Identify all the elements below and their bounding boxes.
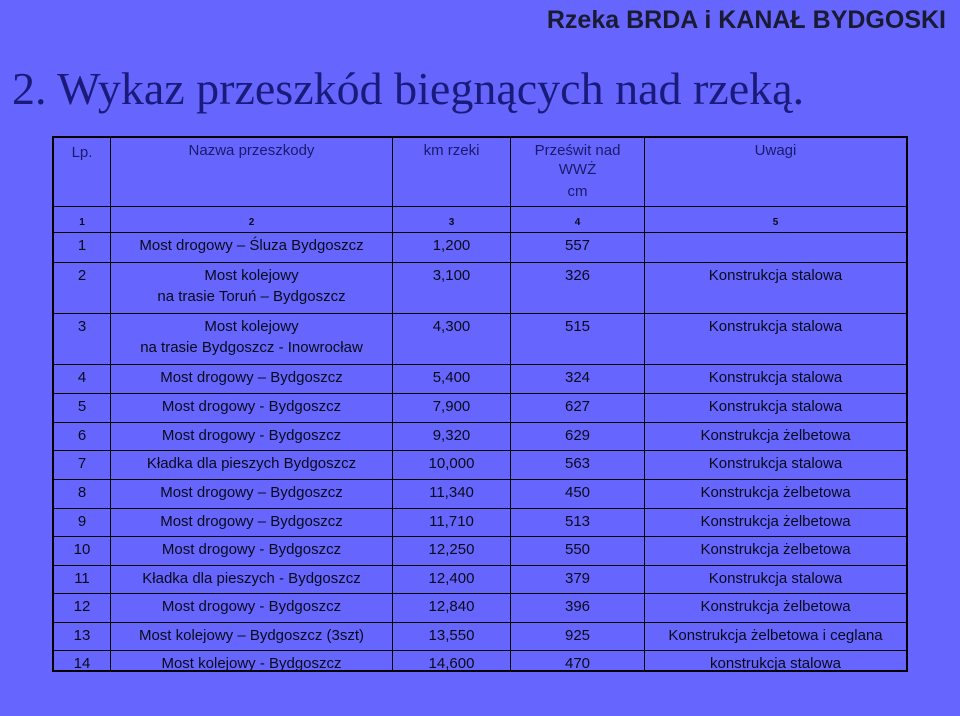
header-right-title: Rzeka BRDA i KANAŁ BYDGOSKI xyxy=(546,6,946,34)
row-lp: 14 xyxy=(73,655,91,672)
row-km: 11,710 xyxy=(392,509,510,536)
row-km: 5,400 xyxy=(392,365,510,393)
row-remarks: konstrukcja stalowa xyxy=(644,651,906,670)
row-remarks: Konstrukcja stalowa xyxy=(644,394,906,422)
row-remarks: Konstrukcja żelbetowa xyxy=(644,423,906,450)
col-number-4: 4 xyxy=(510,207,644,232)
row-remarks: Konstrukcja żelbetowa xyxy=(644,594,906,622)
row-clearance: 515 xyxy=(510,314,644,364)
row-name xyxy=(110,594,392,622)
row-name xyxy=(110,451,392,479)
row-km: 4,300 xyxy=(392,314,510,364)
row-name xyxy=(110,233,392,262)
row-remarks: Konstrukcja żelbetowa xyxy=(644,537,906,565)
row-name-line1: Most kolejowy xyxy=(204,267,299,284)
row-name xyxy=(110,480,392,508)
row-clearance: 550 xyxy=(510,537,644,565)
row-remarks: Konstrukcja stalowa xyxy=(644,566,906,593)
header-km: km rzeki xyxy=(392,138,510,206)
header-name: Nazwa przeszkody xyxy=(110,138,392,206)
header-lp: Lp. xyxy=(71,144,93,161)
row-km: 12,840 xyxy=(392,594,510,622)
row-clearance: 379 xyxy=(510,566,644,593)
row-lp: 1 xyxy=(77,237,87,254)
col-number-5: 5 xyxy=(644,207,906,232)
row-name xyxy=(110,394,392,422)
header-clearance xyxy=(510,138,644,206)
row-name xyxy=(110,651,392,670)
table-row xyxy=(54,650,906,670)
row-lp: 6 xyxy=(77,427,87,444)
row-remarks: Konstrukcja żelbetowa xyxy=(644,480,906,508)
table-row xyxy=(54,364,906,393)
row-clearance: 629 xyxy=(510,423,644,450)
table-row xyxy=(54,622,906,650)
row-lp: 4 xyxy=(77,369,87,386)
row-name-line1: Most kolejowy xyxy=(204,318,299,335)
row-name-line1: Most kolejowy – Bydgoszcz (3szt) xyxy=(138,627,365,644)
table-row xyxy=(54,479,906,508)
table-row xyxy=(54,565,906,593)
header-clearance-line3: cm xyxy=(567,183,588,200)
row-remarks xyxy=(644,233,906,262)
row-clearance: 326 xyxy=(510,263,644,313)
col-number-1: 1 xyxy=(79,217,85,228)
row-clearance: 470 xyxy=(510,651,644,670)
row-name xyxy=(110,314,392,364)
page-title: 2. Wykaz przeszkód biegnących nad rzeką. xyxy=(12,63,805,114)
row-lp: 5 xyxy=(77,398,87,415)
row-name xyxy=(110,509,392,536)
row-lp: 12 xyxy=(73,598,91,615)
row-name-line1: Most drogowy - Bydgoszcz xyxy=(161,541,342,558)
row-lp: 8 xyxy=(77,484,87,501)
row-km: 9,320 xyxy=(392,423,510,450)
row-name-line2: na trasie Bydgoszcz - Inowrocław xyxy=(140,339,363,356)
col-number-2: 2 xyxy=(110,207,392,232)
row-name xyxy=(110,566,392,593)
row-clearance: 627 xyxy=(510,394,644,422)
row-clearance: 324 xyxy=(510,365,644,393)
row-km: 7,900 xyxy=(392,394,510,422)
row-name xyxy=(110,365,392,393)
row-lp: 9 xyxy=(77,513,87,530)
row-clearance: 396 xyxy=(510,594,644,622)
row-name-line1: Most drogowy - Bydgoszcz xyxy=(161,598,342,615)
row-lp: 11 xyxy=(74,570,90,587)
row-name-line1: Most drogowy - Bydgoszcz xyxy=(161,398,342,415)
row-clearance: 557 xyxy=(510,233,644,262)
row-name xyxy=(110,537,392,565)
table-row xyxy=(54,393,906,422)
row-km: 3,100 xyxy=(392,263,510,313)
row-remarks: Konstrukcja stalowa xyxy=(644,451,906,479)
row-name-line1: Most drogowy – Śluza Bydgoszcz xyxy=(139,237,364,254)
table-row xyxy=(54,593,906,622)
table-row xyxy=(54,422,906,450)
row-remarks: Konstrukcja żelbetowa xyxy=(644,509,906,536)
row-clearance: 925 xyxy=(510,623,644,650)
header-clearance-line1: Prześwit nad xyxy=(534,142,621,159)
table-row xyxy=(54,536,906,565)
row-km: 11,340 xyxy=(392,480,510,508)
row-lp: 3 xyxy=(77,318,87,335)
row-name-line1: Most drogowy - Bydgoszcz xyxy=(161,427,342,444)
row-km: 12,400 xyxy=(392,566,510,593)
row-km: 14,600 xyxy=(392,651,510,670)
table-row xyxy=(54,450,906,479)
row-name-line1: Most kolejowy - Bydgoszcz xyxy=(161,655,342,672)
header-clearance-line2: WWŻ xyxy=(558,161,597,178)
row-name xyxy=(110,263,392,313)
column-numbers-row xyxy=(54,206,906,232)
row-remarks: Konstrukcja stalowa xyxy=(644,263,906,313)
row-km: 12,250 xyxy=(392,537,510,565)
row-clearance: 450 xyxy=(510,480,644,508)
table-row xyxy=(54,232,906,262)
row-km: 13,550 xyxy=(392,623,510,650)
row-remarks: Konstrukcja stalowa xyxy=(644,365,906,393)
table-row xyxy=(54,262,906,313)
row-name-line1: Most drogowy – Bydgoszcz xyxy=(160,484,343,501)
table-row xyxy=(54,313,906,364)
row-clearance: 513 xyxy=(510,509,644,536)
row-name-line1: Most drogowy – Bydgoszcz xyxy=(160,369,343,386)
row-name xyxy=(110,623,392,650)
row-name xyxy=(110,423,392,450)
row-clearance: 563 xyxy=(510,451,644,479)
row-name-line1: Kładka dla pieszych Bydgoszcz xyxy=(146,455,357,472)
row-lp: 7 xyxy=(77,455,87,472)
row-name-line2: na trasie Toruń – Bydgoszcz xyxy=(157,288,346,305)
row-lp: 2 xyxy=(77,267,87,284)
row-remarks: Konstrukcja żelbetowa i ceglana xyxy=(644,623,906,650)
row-name-line1: Most drogowy – Bydgoszcz xyxy=(160,513,343,530)
row-name-line1: Kładka dla pieszych - Bydgoszcz xyxy=(142,570,361,587)
obstacles-table xyxy=(52,136,908,672)
row-lp: 10 xyxy=(73,541,91,558)
table-row xyxy=(54,508,906,536)
row-km: 10,000 xyxy=(392,451,510,479)
row-km: 1,200 xyxy=(392,233,510,262)
col-number-3: 3 xyxy=(392,207,510,232)
header-remarks: Uwagi xyxy=(644,138,906,206)
row-lp: 13 xyxy=(73,627,91,644)
row-remarks: Konstrukcja stalowa xyxy=(644,314,906,364)
table-header-row xyxy=(54,138,906,206)
